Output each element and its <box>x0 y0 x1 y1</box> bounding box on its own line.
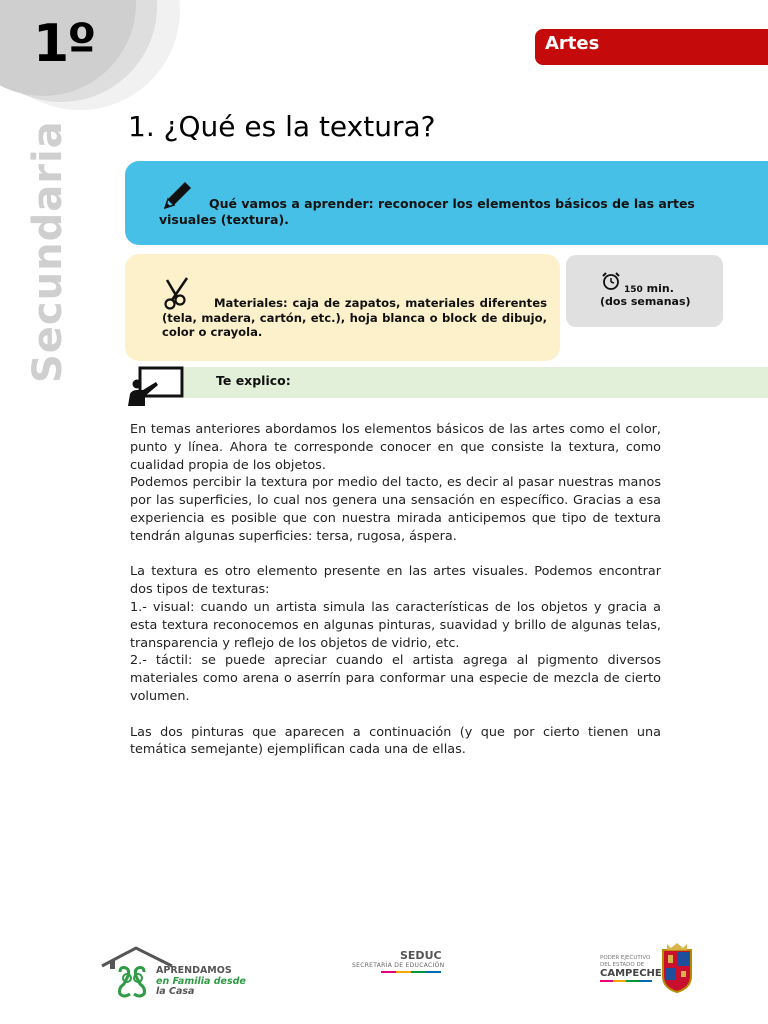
learning-objective-box <box>125 161 768 245</box>
materials-box <box>125 254 560 361</box>
time-duration <box>624 282 674 295</box>
campeche-crest-icon <box>659 942 695 994</box>
aprendamos-casa: la Casa <box>156 986 195 997</box>
campeche-color-bar <box>600 980 652 982</box>
paragraph: 2.- táctil: se puede apreciar cuando el artista agrega al pigmento diversos materiales como arena o aserrín para conformar una especie de mezcla de cierto volumen. <box>130 653 661 704</box>
seduc-color-bar <box>381 971 441 973</box>
paragraph: Las dos pinturas que aparecen a continuación (y que por cierto tienen una temática semejante) ejemplifican cada una de ellas. <box>130 724 661 758</box>
paragraph-gap <box>130 706 661 724</box>
paragraph: En temas anteriores abordamos los elementos básicos de las artes como el color, punto y línea. Ahora te corresponde conocer en que consiste la textura, como cualidad propia de los objetos. <box>130 422 661 473</box>
paragraph: Podemos percibir la textura por medio del tacto, es decir al pasar nuestras manos por las superficies, lo cual nos genera una sensación en específico. Gracias a esa experiencia es posible que con nuestra mirada anticipemos que tipo de textura tendrán algunas superficies: tersa, rugosa, áspera. <box>130 475 661 544</box>
level-label: Secundaria <box>25 120 71 383</box>
aprendamos-word: APRENDAMOS <box>156 965 232 976</box>
time-weeks: (dos semanas) <box>600 295 691 308</box>
materials-text: Materiales: caja de zapatos, materiales diferentes (tela, madera, cartón, etc.), hoja blanca o block de dibujo, color o crayola. <box>162 296 547 339</box>
seduc-subtitle: SECRETARÍA DE EDUCACIÓN <box>352 962 445 969</box>
paragraph: La textura es otro elemento presente en las artes visuales. Podemos encontrar dos tipos de texturas: <box>130 564 661 598</box>
aprendamos-familia: en Familia desde <box>156 976 246 987</box>
page-title: 1. ¿Qué es la textura? <box>128 110 436 143</box>
campeche-line1: PODER EJECUTIVO <box>600 955 651 961</box>
body-text <box>130 421 661 759</box>
paragraph-gap <box>130 546 661 564</box>
paragraph: 1.- visual: cuando un artista simula las características de los objetos y gracia a esta textura reconocemos en algunas pinturas, suavidad y brillo de algunas telas, transparencia y reflejo de los objetos de vidrio, etc. <box>130 599 661 651</box>
alarm-clock-icon <box>601 271 621 291</box>
learning-objective-text: Qué vamos a aprender: reconocer los elementos básicos de las artes visuales (textura). <box>159 196 695 227</box>
teacher-board-icon <box>126 364 186 408</box>
time-box <box>566 255 723 327</box>
time-unit: min. <box>646 282 674 295</box>
grade-label: 1º <box>33 14 95 74</box>
explain-label: Te explico: <box>216 373 291 388</box>
subject-tag: Artes <box>535 29 768 65</box>
explain-strip <box>184 367 768 398</box>
campeche-name: CAMPECHE <box>600 968 662 979</box>
campeche-line2: DEL ESTADO DE <box>600 962 645 968</box>
seduc-title: SEDUC <box>400 949 442 962</box>
time-minutes: 150 <box>624 285 643 295</box>
